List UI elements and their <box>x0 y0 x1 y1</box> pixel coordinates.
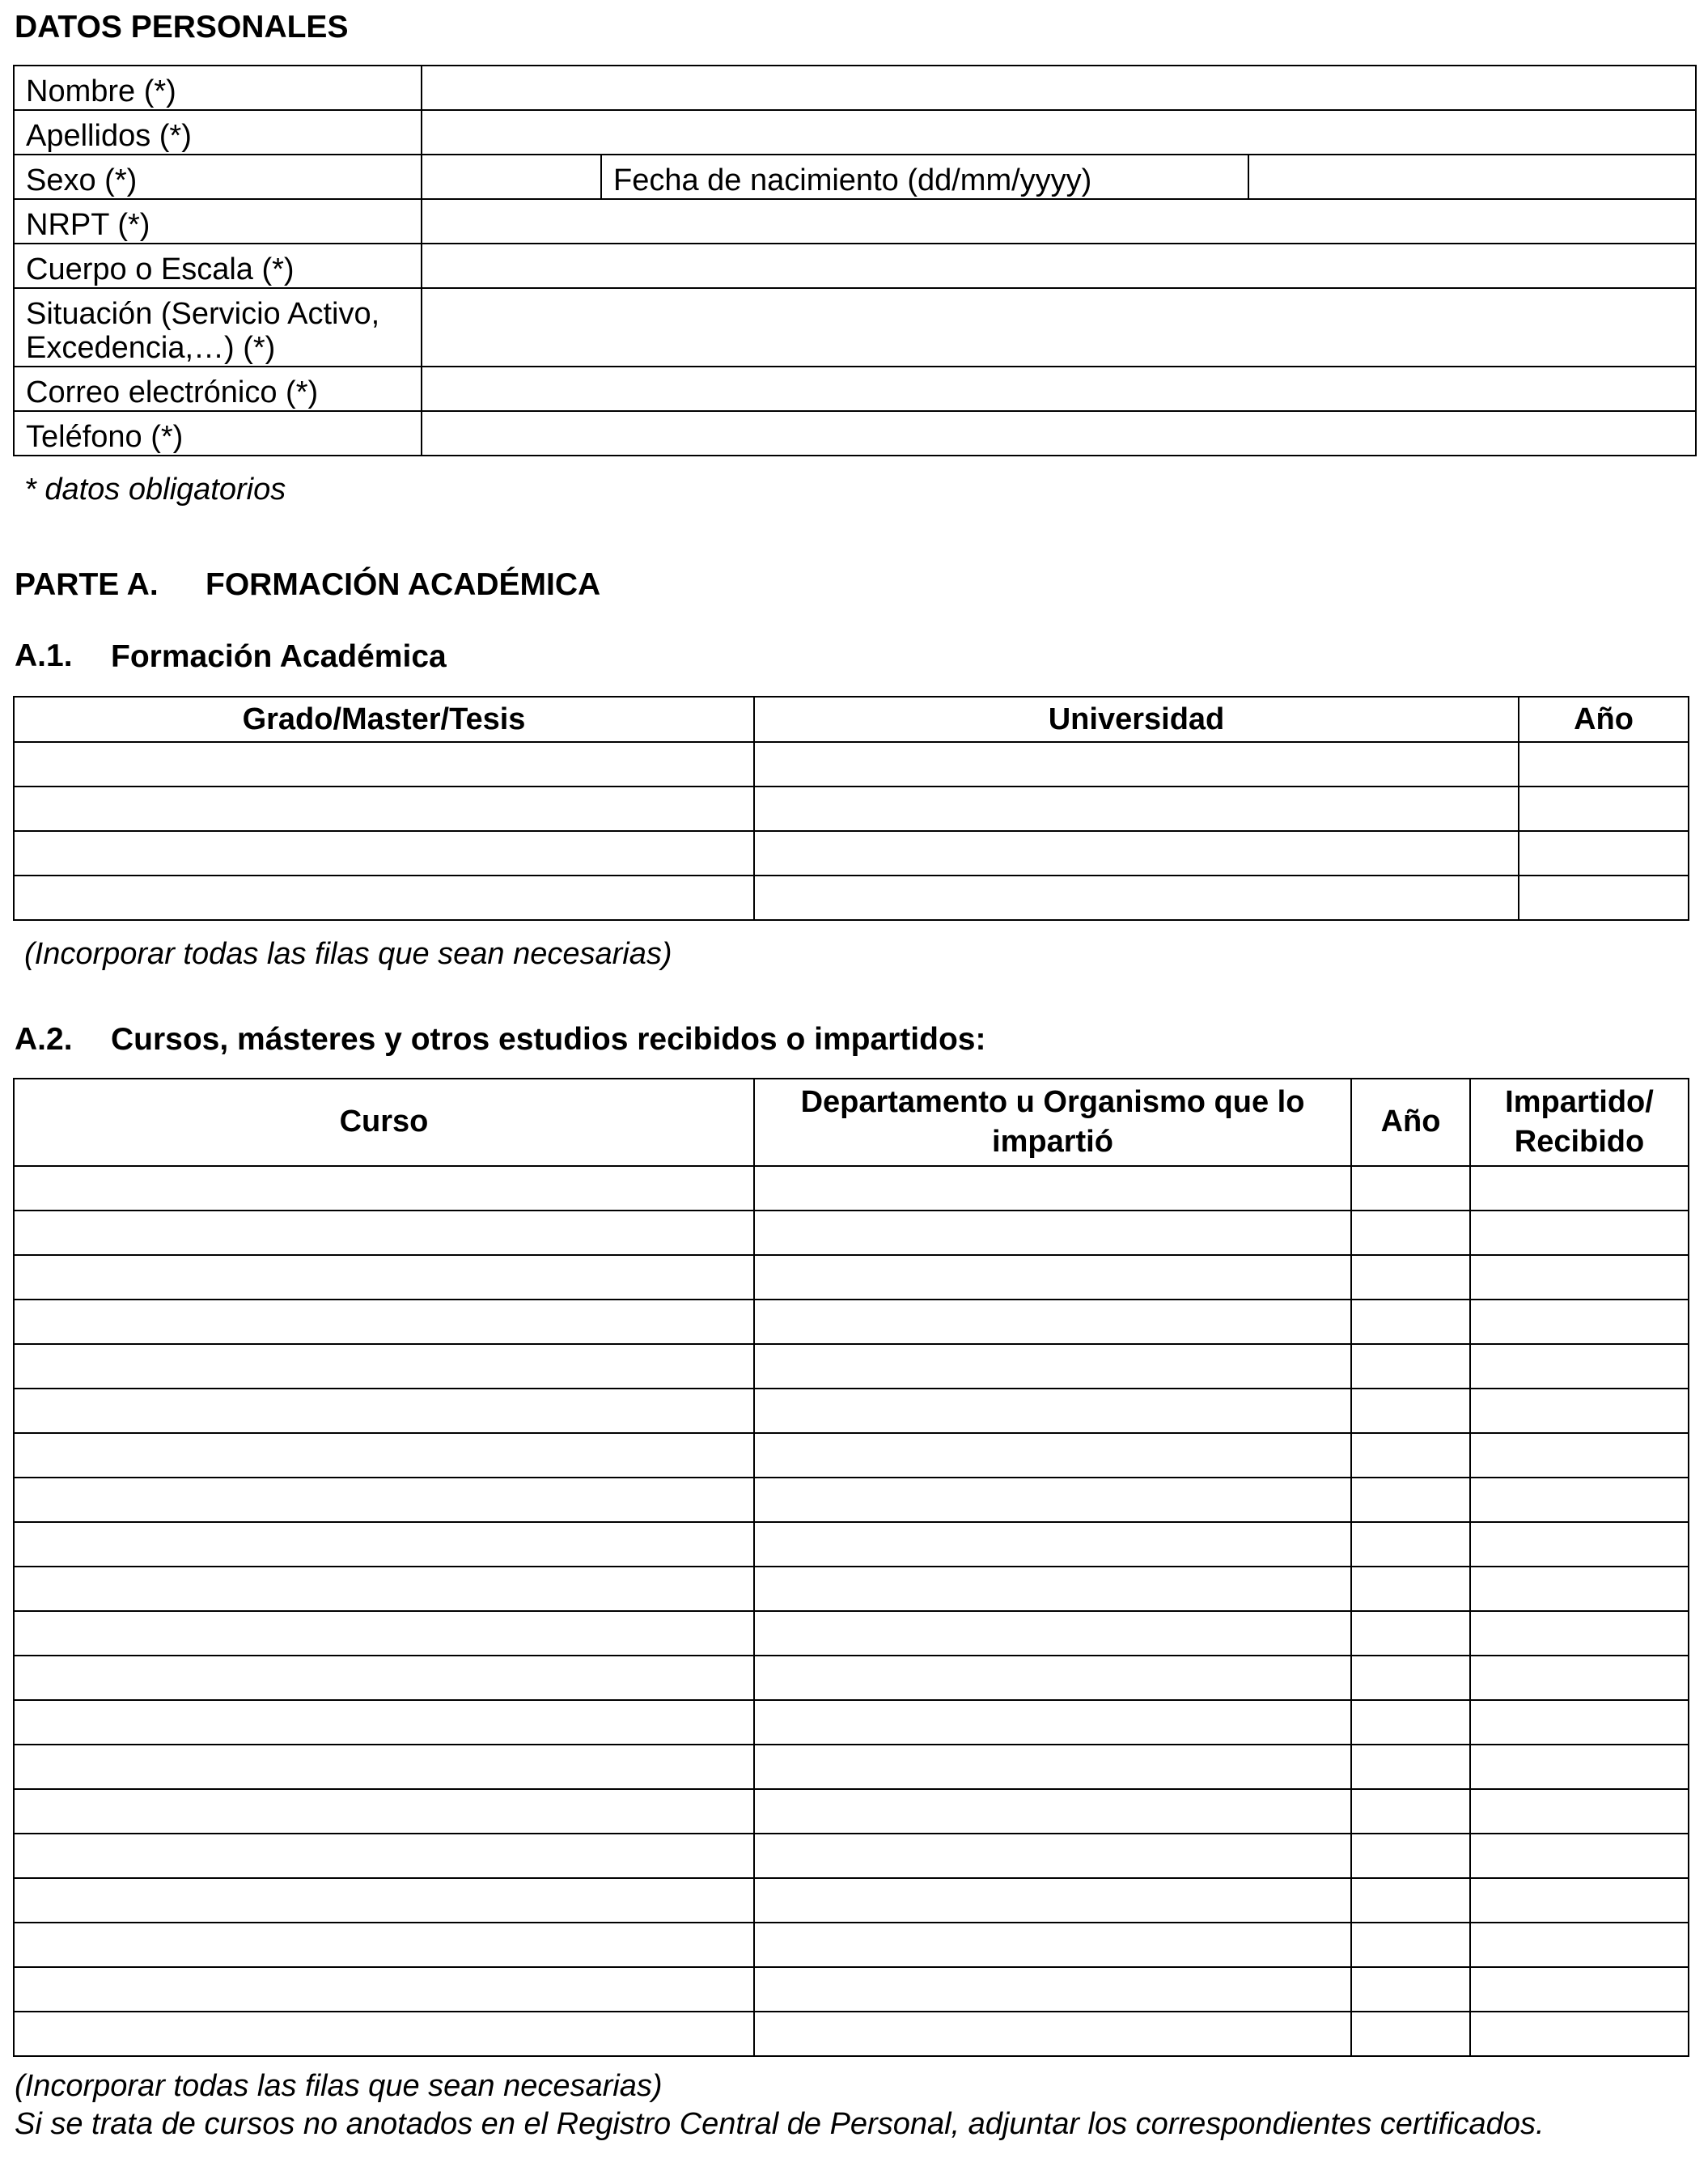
input-correo[interactable] <box>422 367 1696 411</box>
table-cell[interactable] <box>14 1789 754 1834</box>
table-cell[interactable] <box>14 1522 754 1567</box>
table-row <box>14 1522 1689 1567</box>
table-cell[interactable] <box>754 1611 1351 1656</box>
label-situacion-line1: Situación (Servicio Activo, <box>26 296 380 331</box>
row-nrpt <box>14 199 1696 244</box>
a2-header-departamento-line2: impartió <box>992 1125 1113 1159</box>
row-cuerpo <box>14 244 1696 288</box>
a1-table <box>13 696 1689 921</box>
label-fecha-nacimiento: Fecha de nacimiento (dd/mm/yyyy) <box>601 155 1248 199</box>
table-cell[interactable] <box>14 1834 754 1878</box>
table-row <box>14 1611 1689 1656</box>
table-cell[interactable] <box>1351 1433 1470 1478</box>
table-cell[interactable] <box>14 1344 754 1389</box>
table-cell[interactable] <box>1351 1656 1470 1700</box>
table-cell[interactable] <box>14 742 754 787</box>
a2-header-row <box>14 1079 1689 1166</box>
table-cell[interactable] <box>1519 787 1689 831</box>
a1-number: A.1. <box>15 638 73 673</box>
table-cell[interactable] <box>754 1389 1351 1433</box>
input-nrpt[interactable] <box>422 199 1696 244</box>
table-cell[interactable] <box>1470 1433 1689 1478</box>
table-cell[interactable] <box>14 1611 754 1656</box>
table-row <box>14 1433 1689 1478</box>
table-cell[interactable] <box>1351 1344 1470 1389</box>
input-fecha-nacimiento[interactable] <box>1248 155 1696 199</box>
table-cell[interactable] <box>754 831 1519 876</box>
table-cell[interactable] <box>1470 1700 1689 1745</box>
row-situacion <box>14 288 1696 367</box>
table-row <box>14 1567 1689 1611</box>
label-sexo: Sexo (*) <box>14 155 422 199</box>
table-cell[interactable] <box>754 1745 1351 1789</box>
table-row <box>14 2012 1689 2056</box>
table-cell[interactable] <box>1470 1300 1689 1344</box>
a1-header-universidad: Universidad <box>754 697 1519 742</box>
table-cell[interactable] <box>14 1567 754 1611</box>
table-cell[interactable] <box>1470 1344 1689 1389</box>
table-cell[interactable] <box>1470 1834 1689 1878</box>
a2-note-2: Si se trata de cursos no anotados en el Registro Central de Personal, adjuntar los correspondientes certificados. <box>15 2107 1545 2141</box>
label-situacion <box>14 288 422 367</box>
table-cell[interactable] <box>1519 831 1689 876</box>
a2-header-departamento <box>754 1079 1351 1166</box>
table-row <box>14 1656 1689 1700</box>
table-row <box>14 1834 1689 1878</box>
table-cell[interactable] <box>1519 876 1689 920</box>
table-cell[interactable] <box>754 1255 1351 1300</box>
input-nombre[interactable] <box>422 66 1696 110</box>
table-cell[interactable] <box>1470 1923 1689 1967</box>
table-cell[interactable] <box>14 1433 754 1478</box>
table-cell[interactable] <box>1351 1300 1470 1344</box>
input-cuerpo-escala[interactable] <box>422 244 1696 288</box>
table-cell[interactable] <box>754 1522 1351 1567</box>
table-cell[interactable] <box>14 1878 754 1923</box>
table-row <box>14 1878 1689 1923</box>
label-apellidos: Apellidos (*) <box>14 110 422 155</box>
table-cell[interactable] <box>1470 1611 1689 1656</box>
table-row <box>14 1166 1689 1211</box>
row-sexo-fecha <box>14 155 1696 199</box>
table-cell[interactable] <box>14 1255 754 1300</box>
table-cell[interactable] <box>754 1878 1351 1923</box>
table-cell[interactable] <box>14 1923 754 1967</box>
table-cell[interactable] <box>14 876 754 920</box>
table-cell[interactable] <box>754 2012 1351 2056</box>
table-cell[interactable] <box>1351 1211 1470 1255</box>
table-cell[interactable] <box>1351 1789 1470 1834</box>
table-cell[interactable] <box>14 1478 754 1522</box>
row-nombre <box>14 66 1696 110</box>
table-row <box>14 1700 1689 1745</box>
table-cell[interactable] <box>1470 1878 1689 1923</box>
table-cell[interactable] <box>14 1300 754 1344</box>
parte-a-number: PARTE A. <box>15 567 159 602</box>
personal-data-table <box>13 65 1697 456</box>
table-cell[interactable] <box>1470 1478 1689 1522</box>
table-cell[interactable] <box>1470 1211 1689 1255</box>
table-cell[interactable] <box>1351 2012 1470 2056</box>
table-cell[interactable] <box>1351 1878 1470 1923</box>
table-cell[interactable] <box>1470 1255 1689 1300</box>
a2-title: Cursos, másteres y otros estudios recibidos o impartidos: <box>111 1022 986 1057</box>
table-row <box>14 1923 1689 1967</box>
table-row <box>14 1745 1689 1789</box>
label-telefono: Teléfono (*) <box>14 411 422 456</box>
table-row <box>14 1967 1689 2012</box>
table-cell[interactable] <box>1470 1389 1689 1433</box>
table-cell[interactable] <box>1351 1923 1470 1967</box>
label-correo: Correo electrónico (*) <box>14 367 422 411</box>
a2-table-body <box>14 1166 1689 2056</box>
table-cell[interactable] <box>1470 1522 1689 1567</box>
table-cell[interactable] <box>754 1923 1351 1967</box>
table-cell[interactable] <box>1470 1745 1689 1789</box>
table-cell[interactable] <box>754 1567 1351 1611</box>
table-cell[interactable] <box>14 1656 754 1700</box>
table-cell[interactable] <box>14 1967 754 2012</box>
a1-header-row <box>14 697 1689 742</box>
table-cell[interactable] <box>1351 1967 1470 2012</box>
table-cell[interactable] <box>14 1389 754 1433</box>
table-cell[interactable] <box>754 787 1519 831</box>
label-situacion-line2: Excedencia,…) (*) <box>26 331 276 366</box>
a2-header-departamento-line1: Departamento u Organismo que lo <box>800 1084 1305 1119</box>
table-cell[interactable] <box>1470 1967 1689 2012</box>
a2-header-curso: Curso <box>14 1079 754 1166</box>
table-row <box>14 1255 1689 1300</box>
table-cell[interactable] <box>1470 1567 1689 1611</box>
table-cell[interactable] <box>754 1967 1351 2012</box>
table-cell[interactable] <box>754 742 1519 787</box>
label-cuerpo-escala: Cuerpo o Escala (*) <box>14 244 422 288</box>
table-cell[interactable] <box>754 1834 1351 1878</box>
table-cell[interactable] <box>754 1300 1351 1344</box>
table-cell[interactable] <box>754 876 1519 920</box>
table-cell[interactable] <box>1470 2012 1689 2056</box>
table-row <box>14 1211 1689 1255</box>
table-cell[interactable] <box>1470 1656 1689 1700</box>
label-nombre: Nombre (*) <box>14 66 422 110</box>
table-row <box>14 1389 1689 1433</box>
a2-number: A.2. <box>15 1022 73 1057</box>
table-cell[interactable] <box>1351 1389 1470 1433</box>
a2-note-1: (Incorporar todas las filas que sean necesarias) <box>15 2069 663 2103</box>
input-apellidos[interactable] <box>422 110 1696 155</box>
table-cell[interactable] <box>14 787 754 831</box>
input-sexo[interactable] <box>422 155 601 199</box>
required-fields-note: * datos obligatorios <box>24 473 286 507</box>
table-row <box>14 1789 1689 1834</box>
table-row <box>14 876 1689 920</box>
a2-header-impartido-line2: Recibido <box>1514 1125 1645 1159</box>
table-cell[interactable] <box>754 1433 1351 1478</box>
table-cell[interactable] <box>754 1656 1351 1700</box>
table-row <box>14 1300 1689 1344</box>
table-cell[interactable] <box>1470 1166 1689 1211</box>
table-cell[interactable] <box>1351 1478 1470 1522</box>
table-row <box>14 1344 1689 1389</box>
a2-table <box>13 1078 1689 2057</box>
table-cell[interactable] <box>1351 1567 1470 1611</box>
table-row <box>14 787 1689 831</box>
table-cell[interactable] <box>754 1211 1351 1255</box>
a1-title: Formación Académica <box>111 639 447 674</box>
table-row <box>14 831 1689 876</box>
input-situacion[interactable] <box>422 288 1696 367</box>
section-title-datos-personales: DATOS PERSONALES <box>15 10 349 45</box>
label-nrpt: NRPT (*) <box>14 199 422 244</box>
table-cell[interactable] <box>754 1478 1351 1522</box>
a2-header-impartido <box>1470 1079 1689 1166</box>
a1-note: (Incorporar todas las filas que sean necesarias) <box>24 937 672 971</box>
table-cell[interactable] <box>1351 1166 1470 1211</box>
table-cell[interactable] <box>14 1166 754 1211</box>
table-cell[interactable] <box>14 831 754 876</box>
a2-header-impartido-line1: Impartido/ <box>1505 1084 1654 1119</box>
a1-header-anio: Año <box>1519 697 1689 742</box>
table-cell[interactable] <box>1351 1522 1470 1567</box>
table-cell[interactable] <box>14 1700 754 1745</box>
table-cell[interactable] <box>1351 1611 1470 1656</box>
a2-header-anio: Año <box>1351 1079 1470 1166</box>
table-cell[interactable] <box>1351 1745 1470 1789</box>
row-correo <box>14 367 1696 411</box>
parte-a-title: FORMACIÓN ACADÉMICA <box>206 567 601 602</box>
table-cell[interactable] <box>754 1166 1351 1211</box>
table-row <box>14 1478 1689 1522</box>
table-cell[interactable] <box>1351 1834 1470 1878</box>
table-cell[interactable] <box>754 1700 1351 1745</box>
table-cell[interactable] <box>1470 1789 1689 1834</box>
row-apellidos <box>14 110 1696 155</box>
row-telefono <box>14 411 1696 456</box>
table-cell[interactable] <box>14 1211 754 1255</box>
table-row <box>14 742 1689 787</box>
table-cell[interactable] <box>754 1789 1351 1834</box>
input-telefono[interactable] <box>422 411 1696 456</box>
table-cell[interactable] <box>1351 1255 1470 1300</box>
a1-header-grado: Grado/Master/Tesis <box>14 697 754 742</box>
table-cell[interactable] <box>1351 1700 1470 1745</box>
table-cell[interactable] <box>14 1745 754 1789</box>
table-cell[interactable] <box>14 2012 754 2056</box>
table-cell[interactable] <box>1519 742 1689 787</box>
table-cell[interactable] <box>754 1344 1351 1389</box>
